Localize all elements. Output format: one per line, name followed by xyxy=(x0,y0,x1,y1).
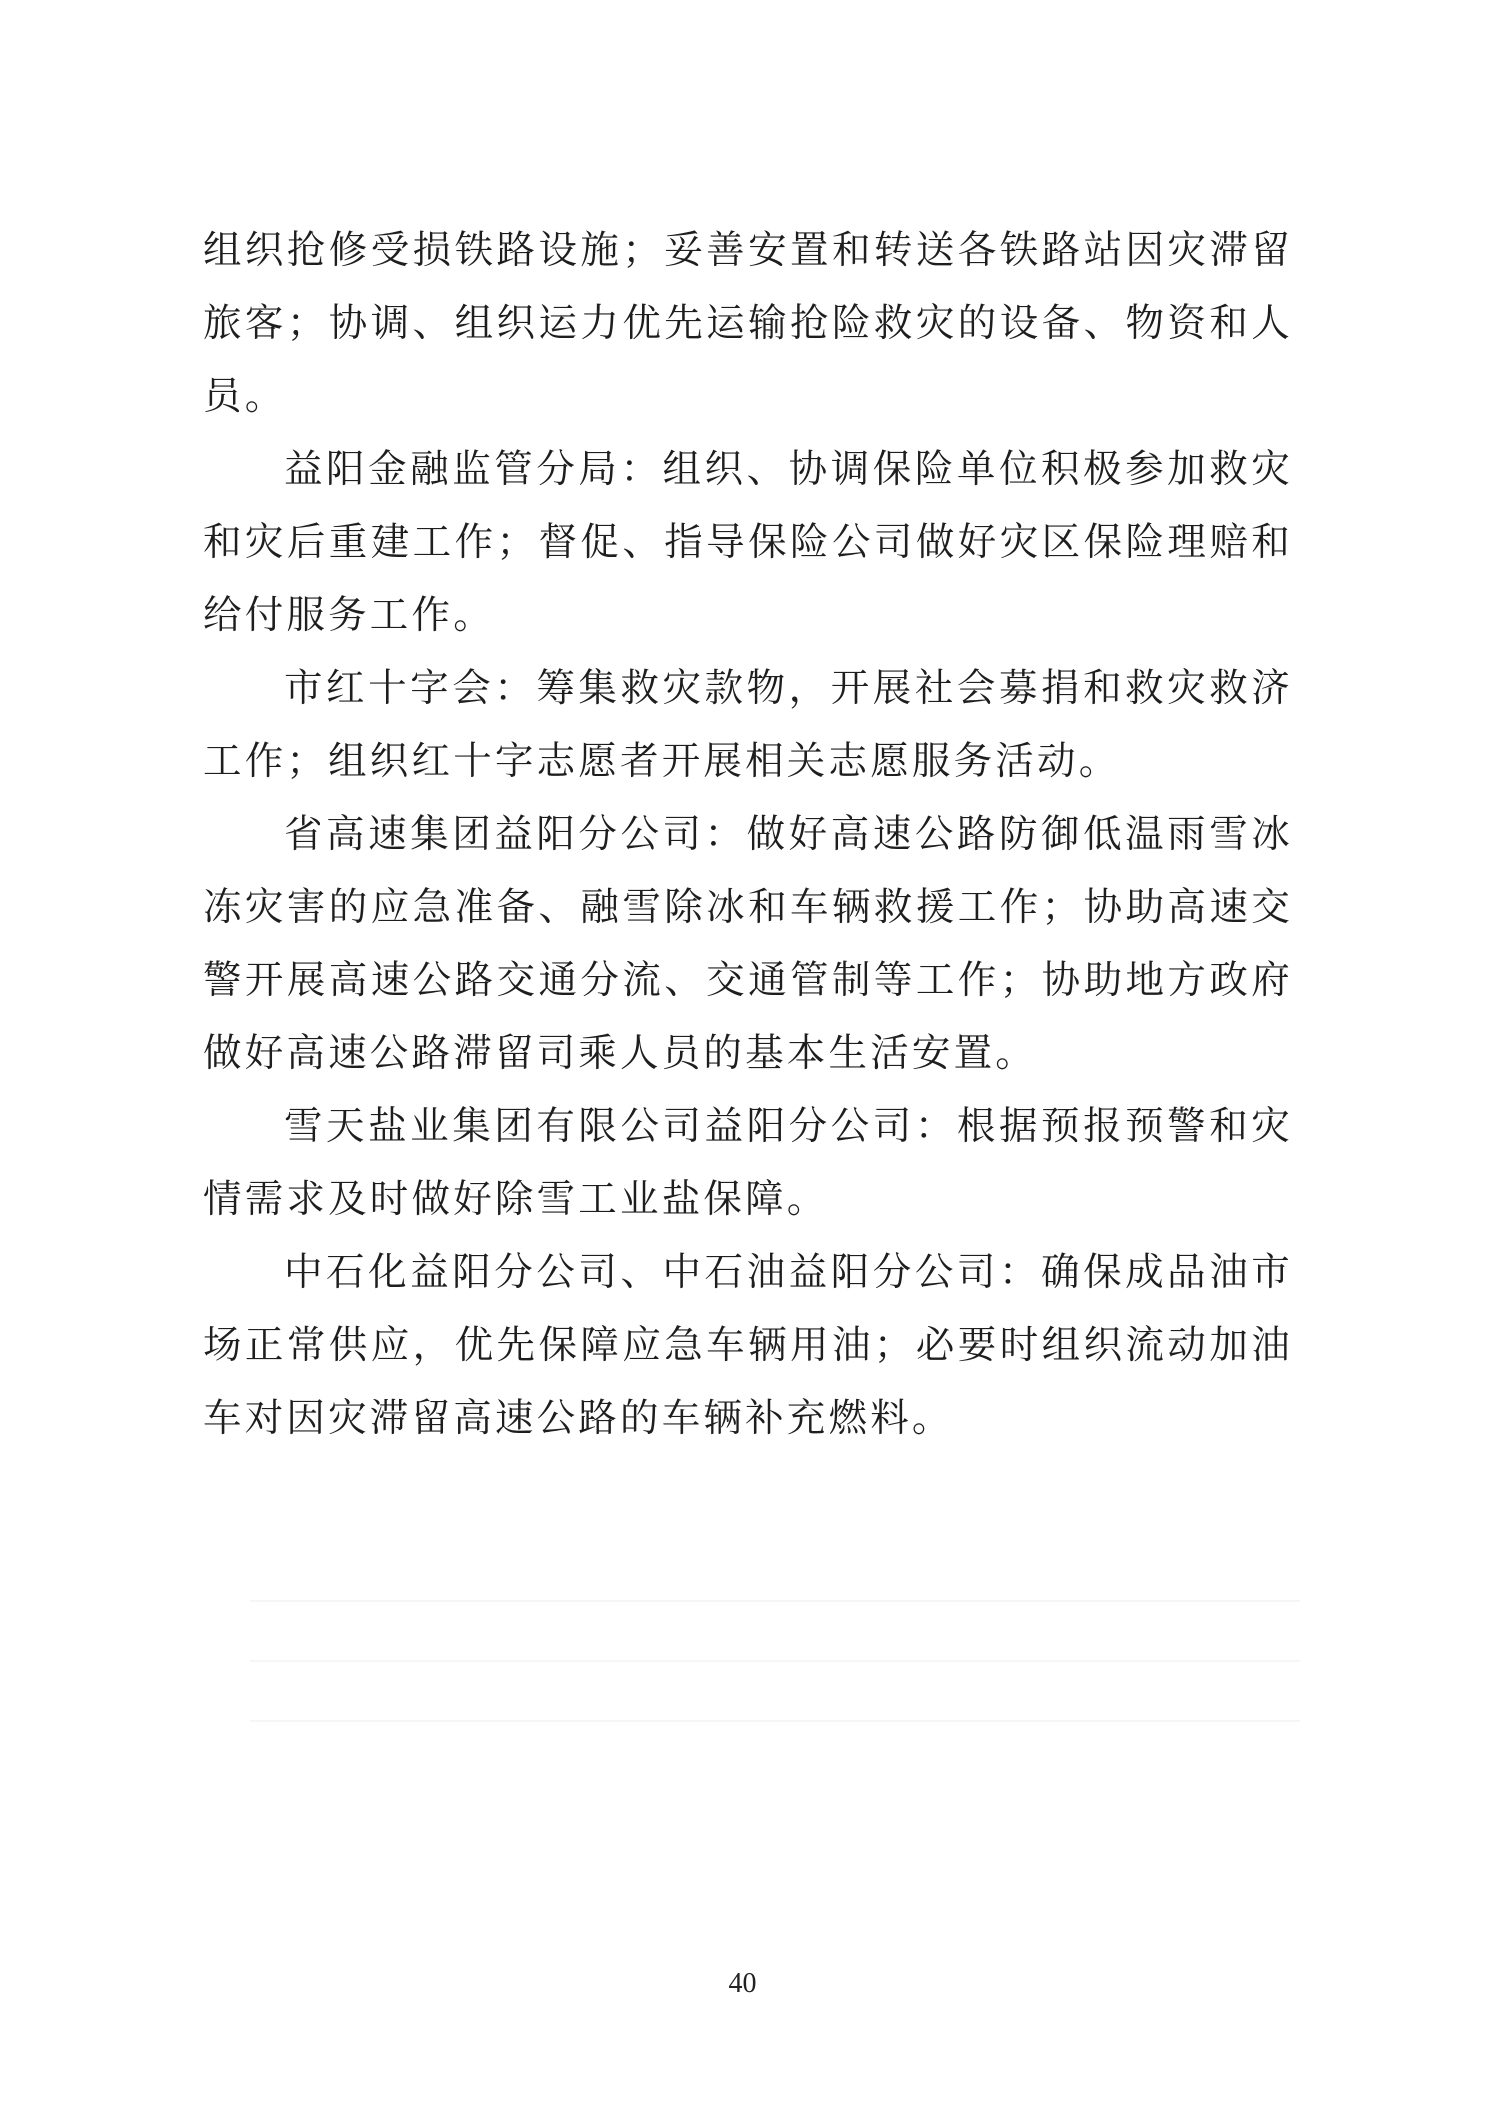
paragraph-finance-regulator: 益阳金融监管分局：组织、协调保险单位积极参加救灾和灾后重建工作；督促、指导保险公司做好灾区保险理赔和给付服务工作。 xyxy=(203,447,1293,638)
paragraph-red-cross: 市红十字会：筹集救灾款物，开展社会募捐和救灾救济工作；组织红十字志愿者开展相关志愿服务活动。 xyxy=(203,666,1293,784)
page-number: 40 xyxy=(728,1968,757,1999)
paragraph-petroleum: 中石化益阳分公司、中石油益阳分公司：确保成品油市场正常供应，优先保障应急车辆用油；必要时组织流动加油车对因灾滞留高速公路的车辆补充燃料。 xyxy=(203,1250,1293,1441)
paragraph-salt-industry: 雪天盐业集团有限公司益阳分公司：根据预报预警和灾情需求及时做好除雪工业盐保障。 xyxy=(203,1104,1293,1222)
show-through-texture xyxy=(250,1600,1300,1760)
paragraph-railway: 组织抢修受损铁路设施；妥善安置和转送各铁路站因灾滞留旅客；协调、组织运力优先运输抢险救灾的设备、物资和人员。 xyxy=(203,228,1293,419)
paragraph-expressway-group: 省高速集团益阳分公司：做好高速公路防御低温雨雪冰冻灾害的应急准备、融雪除冰和车辆救援工作；协助高速交警开展高速公路交通分流、交通管制等工作；协助地方政府做好高速公路滞留司乘人员的基本生活安置。 xyxy=(203,812,1293,1076)
body-text xyxy=(203,214,1293,1455)
